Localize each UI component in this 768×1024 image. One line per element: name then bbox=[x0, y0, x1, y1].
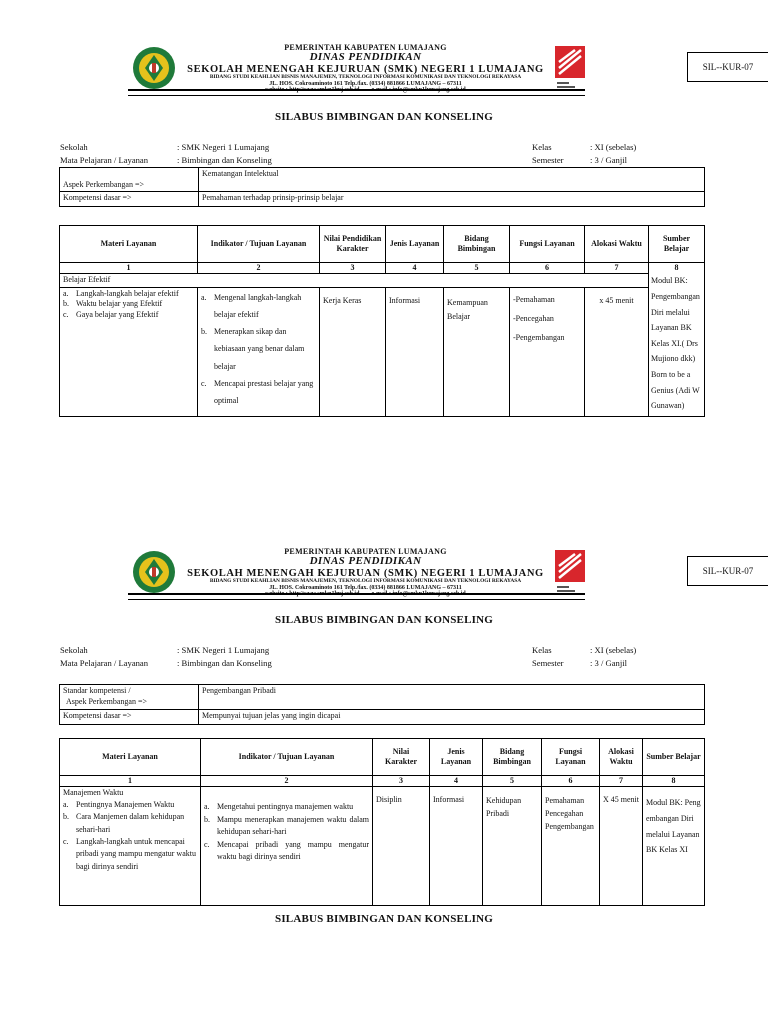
value-kelas: : XI (sebelas) bbox=[590, 142, 637, 152]
value-semester: : 3 / Ganjil bbox=[590, 155, 627, 165]
label-sekolah: Sekolah bbox=[60, 645, 88, 655]
kompetensi-value: Pemahaman terhadap prinsip-prinsip belajar bbox=[199, 192, 705, 207]
aspek-label-text: Aspek Perkembangan => bbox=[66, 696, 148, 706]
list-item: c. Mencapai pribadi yang mampu mengatur waktu bagi dirinya sendiri bbox=[204, 839, 369, 861]
col-number: 7 bbox=[600, 776, 643, 787]
list-item: a. Langkah-langkah belajar efektif bbox=[63, 288, 179, 298]
header-nilai: Nilai Pendidikan Karakter bbox=[320, 226, 386, 263]
website: website : http//www.smkn1lmj.sch.id bbox=[265, 86, 360, 93]
alokasi-waktu: x 45 menit bbox=[585, 287, 649, 416]
list-item: b. Mampu menerapkan manajemen waktu dalam kehidupan sehari-hari bbox=[204, 814, 369, 837]
aspek-label: Aspek Perkembangan => bbox=[60, 168, 199, 192]
list-item: c. Gaya belajar yang Efektif bbox=[63, 309, 159, 319]
document-code: SIL--KUR-07 bbox=[687, 52, 768, 82]
footer-title: SILABUS BIMBINGAN DAN KONSELING bbox=[275, 913, 493, 925]
value-mapel: : Bimbingan dan Konseling bbox=[177, 155, 272, 165]
header-fungsi: Fungsi Layanan bbox=[510, 226, 585, 263]
kompetensi-value: Mempunyai tujuan jelas yang ingin dicapai bbox=[199, 710, 705, 725]
email: e-mail : info@smkn1lumajang.sch.id bbox=[371, 590, 466, 597]
document-code: SIL--KUR-07 bbox=[687, 556, 768, 586]
header-alokasi: Alokasi Waktu bbox=[600, 739, 643, 776]
list-item: -Pencegahan bbox=[513, 313, 554, 323]
col-number: 3 bbox=[373, 776, 430, 787]
letterhead-line-1: PEMERINTAH KABUPATEN LUMAJANG bbox=[284, 547, 447, 556]
bidang-bimbingan: Kemampuan Belajar bbox=[444, 287, 510, 416]
letterhead-line-2: DINAS PENDIDIKAN bbox=[309, 555, 422, 568]
letterhead-divider bbox=[128, 590, 585, 600]
col-number: 1 bbox=[60, 263, 198, 274]
website: website : http//www.smkn1lmj.sch.id bbox=[265, 590, 360, 597]
school-emblem-icon bbox=[132, 46, 176, 90]
letterhead bbox=[128, 44, 585, 96]
list-item: Pengembangan bbox=[545, 821, 594, 831]
header-indikator: Indikator / Tujuan Layanan bbox=[201, 739, 373, 776]
document-title: SILABUS BIMBINGAN DAN KONSELING bbox=[275, 614, 493, 626]
value-sekolah: : SMK Negeri 1 Lumajang bbox=[177, 142, 270, 152]
list-item: Pencegahan bbox=[545, 809, 584, 819]
letterhead-line-1: PEMERINTAH KABUPATEN LUMAJANG bbox=[284, 43, 447, 52]
header-jenis: Jenis Layanan bbox=[430, 739, 483, 776]
materi-list bbox=[60, 787, 201, 906]
email: e-mail : info@smkn1lumajang.sch.id bbox=[371, 86, 466, 93]
letterhead bbox=[128, 548, 585, 600]
col-number: 5 bbox=[483, 776, 542, 787]
col-number: 8 bbox=[643, 776, 705, 787]
list-item: a. Mengenal langkah-langkah belajar efektif bbox=[201, 292, 302, 319]
col-number: 8 bbox=[674, 263, 679, 272]
letterhead-line-3: SEKOLAH MENENGAH KEJURUAN (SMK) NEGERI 1 LUMAJANG bbox=[187, 567, 544, 579]
list-item: c. Langkah-langkah untuk mencapai pribadi yang mampu mengatur waktu bagi dirinya sendiri bbox=[63, 836, 196, 871]
bidang-bimbingan: Kehidupan Pribadi bbox=[483, 787, 542, 906]
jenis-layanan: Informasi bbox=[386, 287, 444, 416]
col-number: 5 bbox=[444, 263, 510, 274]
header-sumber: Sumber Belajar bbox=[649, 226, 705, 263]
value-semester: : 3 / Ganjil bbox=[590, 658, 627, 668]
iso-certificate-icon bbox=[555, 550, 585, 596]
col-number: 4 bbox=[430, 776, 483, 787]
label-semester: Semester bbox=[532, 658, 564, 668]
letterhead-address: JL. HOS. Cokroaminoto 161 Telp./fax. (0334) 881866 LUMAJANG – 67311 bbox=[269, 80, 462, 87]
aspek-table bbox=[59, 167, 705, 207]
label-semester: Semester bbox=[532, 155, 564, 165]
aspek-value: Kematangan Intelektual bbox=[199, 168, 705, 192]
label-mapel: Mata Pelajaran / Layanan bbox=[60, 658, 149, 668]
list-item: Pemahaman bbox=[545, 796, 585, 806]
label-kelas: Kelas bbox=[532, 645, 552, 655]
value-kelas: : XI (sebelas) bbox=[590, 645, 637, 655]
col-number: 6 bbox=[510, 263, 585, 274]
header-jenis: Jenis Layanan bbox=[386, 226, 444, 263]
fungsi-layanan bbox=[510, 287, 585, 416]
sumber-belajar: Modul BK: Pengembangan Diri melalui Layanan BK Kelas XI bbox=[643, 787, 705, 906]
alokasi-waktu: X 45 menit bbox=[600, 787, 643, 906]
header-materi: Materi Layanan bbox=[60, 739, 201, 776]
materi-list bbox=[60, 287, 198, 416]
letterhead-line-4: BIDANG STUDI KEAHLIAN BISNIS MANAJEMEN, TEKNOLOGI INFORMASI KOMUNIKASI DAN TEKNOLOGI REKAYASA bbox=[209, 577, 522, 584]
iso-certificate-icon bbox=[555, 46, 585, 92]
sumber-belajar bbox=[649, 263, 705, 417]
header-nilai: Nilai Karakter bbox=[373, 739, 430, 776]
nilai-karakter: Disiplin bbox=[373, 787, 430, 906]
header-indikator: Indikator / Tujuan Layanan bbox=[198, 226, 320, 263]
letterhead-divider bbox=[128, 86, 585, 96]
letterhead-line-2: DINAS PENDIDIKAN bbox=[309, 51, 422, 64]
list-item: a. Pentingnya Manajemen Waktu bbox=[63, 799, 175, 809]
list-item: c. Mencapai prestasi belajar yang optimal bbox=[201, 378, 314, 405]
kompetensi-label: Kompetensi dasar => bbox=[60, 710, 199, 725]
indikator-list bbox=[198, 287, 320, 416]
list-item: -Pemahaman bbox=[513, 294, 555, 304]
header-alokasi: Alokasi Waktu bbox=[585, 226, 649, 263]
list-item: b. Menerapkan sikap dan kebiasaan yang benar dalam belajar bbox=[201, 327, 305, 371]
col-number: 2 bbox=[198, 263, 320, 274]
document-title: SILABUS BIMBINGAN DAN KONSELING bbox=[275, 111, 493, 123]
jenis-layanan: Informasi bbox=[430, 787, 483, 906]
value-mapel: : Bimbingan dan Konseling bbox=[177, 658, 272, 668]
sumber-belajar-text: Modul BK: Pengembangan Diri melalui Layanan BK Kelas XI.( Drs Mujiono dkk) Born to be a Genius (Adi W Gunawan) bbox=[651, 276, 700, 411]
col-number: 7 bbox=[585, 263, 649, 274]
list-item: b. Cara Manjemen dalam kehidupan sehari-hari bbox=[63, 812, 185, 834]
col-number: 4 bbox=[386, 263, 444, 274]
list-item: -Pengembangan bbox=[513, 333, 565, 343]
col-number: 6 bbox=[542, 776, 600, 787]
standar-label: Standar kompetensi / bbox=[63, 686, 131, 695]
col-number: 1 bbox=[60, 776, 201, 787]
kompetensi-label: Kompetensi dasar => bbox=[60, 192, 199, 207]
silabus-table bbox=[59, 225, 705, 417]
fungsi-layanan bbox=[542, 787, 600, 906]
header-bidang: Bidang Bimbingan bbox=[483, 739, 542, 776]
letterhead-address: JL. HOS. Cokroaminoto 161 Telp./fax. (0334) 881866 LUMAJANG – 67311 bbox=[269, 584, 462, 591]
aspek-label bbox=[60, 685, 199, 710]
header-bidang: Bidang Bimbingan bbox=[444, 226, 510, 263]
header-materi: Materi Layanan bbox=[60, 226, 198, 263]
list-item: a. Mengetahui pentingnya manajemen waktu bbox=[204, 802, 354, 812]
list-item: b. Waktu belajar yang Efektif bbox=[63, 299, 163, 309]
materi-title: Manajemen Waktu bbox=[63, 788, 124, 798]
aspek-table bbox=[59, 684, 705, 725]
silabus-table bbox=[59, 738, 705, 906]
col-number: 3 bbox=[320, 263, 386, 274]
header-fungsi: Fungsi Layanan bbox=[542, 739, 600, 776]
nilai-karakter: Kerja Keras bbox=[320, 287, 386, 416]
school-emblem-icon bbox=[132, 550, 176, 594]
label-mapel: Mata Pelajaran / Layanan bbox=[60, 155, 149, 165]
label-kelas: Kelas bbox=[532, 142, 552, 152]
letterhead-line-3: SEKOLAH MENENGAH KEJURUAN (SMK) NEGERI 1 LUMAJANG bbox=[187, 63, 544, 75]
value-sekolah: : SMK Negeri 1 Lumajang bbox=[177, 645, 270, 655]
letterhead-line-4: BIDANG STUDI KEAHLIAN BISNIS MANAJEMEN, TEKNOLOGI INFORMASI KOMUNIKASI DAN TEKNOLOGI REKAYASA bbox=[209, 73, 522, 80]
col-number: 2 bbox=[201, 776, 373, 787]
label-sekolah: Sekolah bbox=[60, 142, 88, 152]
materi-title bbox=[60, 274, 649, 287]
indikator-list bbox=[201, 787, 373, 906]
materi-title-text: Belajar Efektif bbox=[63, 275, 111, 285]
aspek-value: Pengembangan Pribadi bbox=[199, 685, 705, 710]
header-sumber: Sumber Belajar bbox=[643, 739, 705, 776]
